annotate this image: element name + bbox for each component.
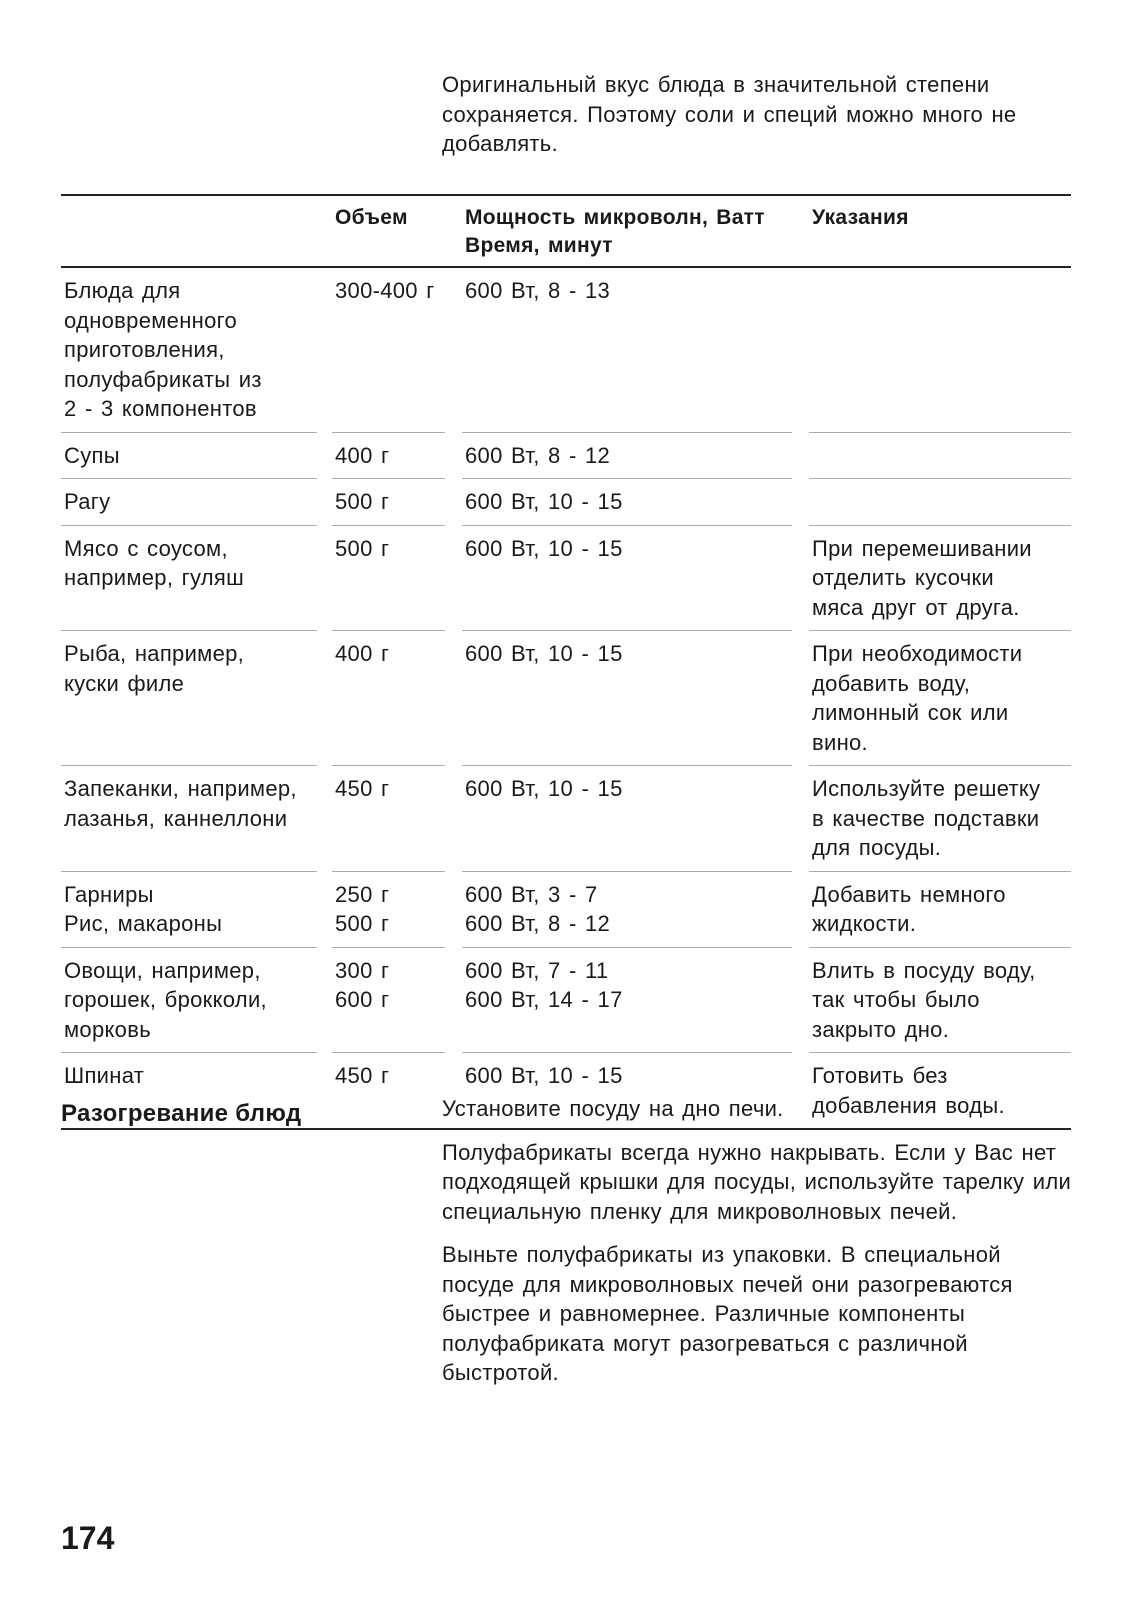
- cell-line: 600 Вт, 8 - 12: [465, 911, 611, 936]
- cell-line: Добавить немного: [812, 881, 1006, 907]
- cell-line: лазанья, каннеллони: [64, 805, 288, 831]
- table-row: [61, 765, 1071, 871]
- cell-line: 250 г: [335, 881, 390, 907]
- table-row: [61, 630, 1071, 765]
- notes-cell: [809, 765, 1071, 871]
- cell-line: 2 - 3 компонентов: [64, 396, 257, 421]
- cell-line: 600 Вт, 10 - 15: [465, 776, 623, 801]
- intro-paragraph: Оригинальный вкус блюда в значительной степени сохраняется. Поэтому соли и специй можно много не добавлять.: [442, 72, 1017, 156]
- cell-line: отделить кусочки: [812, 565, 995, 590]
- cell-line: Мясо с соусом,: [64, 535, 228, 561]
- dish-cell: [61, 871, 317, 947]
- cell-line: Шпинат: [64, 1063, 145, 1088]
- cell-line: горошек, брокколи,: [64, 987, 267, 1012]
- intro-block: [442, 70, 1072, 159]
- dish-cell: [61, 525, 317, 631]
- table-body: [61, 268, 1071, 1128]
- header-power-time: [462, 196, 792, 266]
- table-row: [61, 871, 1071, 947]
- section-title: Разогревание блюд: [61, 1100, 302, 1127]
- cell-line: 600 Вт, 10 - 15: [465, 489, 623, 514]
- cell-line: морковь: [64, 1016, 151, 1042]
- cell-line: Время, минут: [465, 234, 613, 257]
- volume-cell: [332, 432, 445, 479]
- cell-line: полуфабрикаты из: [64, 366, 262, 392]
- cell-line: 600 Вт, 7 - 11: [465, 957, 609, 983]
- cell-line: 300 г: [335, 957, 390, 983]
- cell-line: 600 Вт, 3 - 7: [465, 881, 598, 907]
- cell-line: Рис, макароны: [64, 911, 223, 936]
- cell-line: 500 г: [335, 535, 390, 561]
- header-notes: [809, 196, 1071, 266]
- cell-line: Используйте решетку: [812, 776, 1041, 801]
- volume-cell: [332, 478, 445, 525]
- table-row: [61, 525, 1071, 631]
- cell-line: Указания: [812, 206, 909, 229]
- cell-line: Гарниры: [64, 881, 154, 907]
- dish-cell: [61, 947, 317, 1053]
- cell-line: приготовления,: [64, 337, 225, 362]
- dish-cell: [61, 432, 317, 479]
- volume-cell: [332, 765, 445, 871]
- table-row: [61, 947, 1071, 1053]
- cell-line: куски филе: [64, 670, 185, 696]
- cell-line: вино.: [812, 729, 868, 755]
- volume-cell: [332, 268, 445, 432]
- cell-line: 450 г: [335, 1063, 390, 1088]
- notes-cell: [809, 432, 1071, 479]
- notes-cell: [809, 525, 1071, 631]
- cell-line: 600 Вт, 8 - 13: [465, 278, 611, 303]
- cell-line: Объем: [335, 206, 408, 229]
- cell-line: 600 г: [335, 987, 390, 1012]
- cell-line: закрыто дно.: [812, 1016, 950, 1042]
- power-time-cell: [462, 765, 792, 871]
- power-time-cell: [462, 947, 792, 1053]
- cell-line: в качестве подставки: [812, 805, 1040, 831]
- notes-cell: [809, 947, 1071, 1053]
- table-row: [61, 432, 1071, 479]
- cell-line: для посуды.: [812, 835, 942, 860]
- power-time-cell: [462, 268, 792, 432]
- power-time-cell: [462, 630, 792, 765]
- volume-cell: [332, 1052, 445, 1128]
- section-body: [442, 1094, 1072, 1402]
- section-paragraph: Выньте полуфабрикаты из упаковки. В специальной посуде для микроволновых печей они разогреваются быстрее и равномернее. Различные компоненты полуфабриката могут разогреваться с различной быстротой.: [442, 1242, 1013, 1385]
- cell-line: Рагу: [64, 489, 111, 514]
- cell-line: 450 г: [335, 776, 390, 801]
- volume-cell: [332, 871, 445, 947]
- cooking-table: [61, 194, 1071, 1130]
- header-volume: [332, 196, 445, 266]
- cell-line: Овощи, например,: [64, 957, 261, 983]
- cell-line: 600 Вт, 10 - 15: [465, 1063, 623, 1088]
- notes-cell: [809, 630, 1071, 765]
- table-row: [61, 268, 1071, 432]
- cell-line: 400 г: [335, 442, 390, 468]
- cell-line: например, гуляш: [64, 565, 245, 590]
- cell-line: жидкости.: [812, 911, 917, 936]
- volume-cell: [332, 525, 445, 631]
- dish-cell: [61, 268, 317, 432]
- notes-cell: [809, 478, 1071, 525]
- cell-line: 600 Вт, 8 - 12: [465, 442, 611, 468]
- cell-line: 600 Вт, 10 - 15: [465, 535, 623, 561]
- cell-line: Влить в посуду воду,: [812, 957, 1036, 983]
- cell-line: Супы: [64, 442, 120, 468]
- cell-line: 600 Вт, 14 - 17: [465, 987, 623, 1012]
- cell-line: Готовить без: [812, 1063, 948, 1088]
- cell-line: 500 г: [335, 911, 390, 936]
- cell-line: Мощность микроволн, Ватт: [465, 206, 765, 229]
- cell-line: добавления воды.: [812, 1092, 1005, 1118]
- cell-line: 400 г: [335, 641, 390, 666]
- cell-line: так чтобы было: [812, 987, 980, 1012]
- cell-line: 300-400 г: [335, 278, 435, 303]
- cell-line: Рыба, например,: [64, 641, 245, 666]
- dish-cell: [61, 630, 317, 765]
- cell-line: 500 г: [335, 489, 390, 514]
- power-time-cell: [462, 478, 792, 525]
- cell-line: При перемешивании: [812, 535, 1032, 561]
- notes-cell: [809, 871, 1071, 947]
- cell-line: добавить воду,: [812, 670, 971, 696]
- table-header: [61, 196, 1071, 268]
- power-time-cell: [462, 525, 792, 631]
- page-number: 174: [61, 1520, 115, 1556]
- header-dish: [61, 196, 317, 266]
- power-time-cell: [462, 432, 792, 479]
- dish-cell: [61, 478, 317, 525]
- volume-cell: [332, 947, 445, 1053]
- cell-line: лимонный сок или: [812, 700, 1009, 725]
- cell-line: Блюда для: [64, 278, 181, 303]
- power-time-cell: [462, 871, 792, 947]
- cell-line: 600 Вт, 10 - 15: [465, 641, 623, 666]
- cell-line: При необходимости: [812, 641, 1023, 666]
- table-row: [61, 478, 1071, 525]
- volume-cell: [332, 630, 445, 765]
- cell-line: Запеканки, например,: [64, 776, 297, 801]
- cell-line: мяса друг от друга.: [812, 594, 1020, 620]
- notes-cell: [809, 268, 1071, 432]
- section-paragraph: Установите посуду на дно печи.: [442, 1096, 784, 1121]
- dish-cell: [61, 765, 317, 871]
- section-paragraph: Полуфабрикаты всегда нужно накрывать. Если у Вас нет подходящей крышки для посуды, используйте тарелку или специальную пленку для микроволновых печей.: [442, 1139, 1072, 1224]
- cell-line: одновременного: [64, 307, 238, 333]
